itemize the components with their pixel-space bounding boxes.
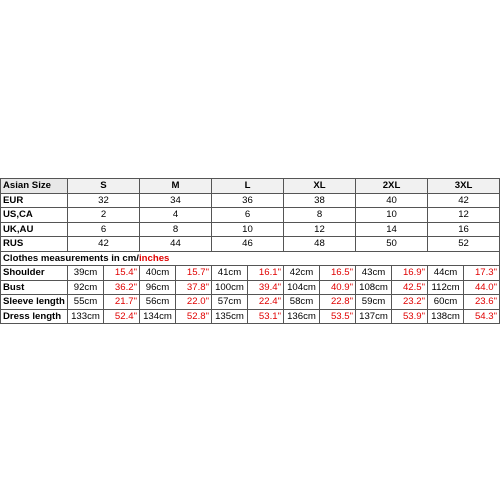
- measurement-row-label: Sleeve length: [1, 295, 68, 310]
- measurement-inch-cell: 22.4": [248, 295, 284, 310]
- measurement-inch-cell: 16.5": [320, 266, 356, 281]
- measurement-cm-cell: 56cm: [140, 295, 176, 310]
- size-value-cell: 40: [356, 193, 428, 208]
- size-value-cell: 10: [356, 208, 428, 223]
- size-row-label: US,CA: [1, 208, 68, 223]
- measurement-inch-cell: 22.0": [176, 295, 212, 310]
- measurement-inch-cell: 17.3": [464, 266, 500, 281]
- measurement-cm-cell: 134cm: [140, 309, 176, 324]
- measurement-row: [1, 280, 500, 295]
- size-value-cell: 32: [68, 193, 140, 208]
- measurement-cm-cell: 136cm: [284, 309, 320, 324]
- size-value-cell: 8: [284, 208, 356, 223]
- measurement-cm-cell: 112cm: [428, 280, 464, 295]
- measurement-cm-cell: 100cm: [212, 280, 248, 295]
- measurement-inch-cell: 53.1": [248, 309, 284, 324]
- size-row-label: EUR: [1, 193, 68, 208]
- measurements-title: [1, 251, 500, 266]
- measurement-inch-cell: 36.2": [104, 280, 140, 295]
- measurements-title-row: [1, 251, 500, 266]
- measurement-cm-cell: 41cm: [212, 266, 248, 281]
- measurement-row-label: Bust: [1, 280, 68, 295]
- measurement-cm-cell: 40cm: [140, 266, 176, 281]
- measurement-cm-cell: 39cm: [68, 266, 104, 281]
- measurement-row: [1, 266, 500, 281]
- size-row: [1, 193, 500, 208]
- measurement-cm-cell: 55cm: [68, 295, 104, 310]
- measurement-cm-cell: 138cm: [428, 309, 464, 324]
- measurement-inch-cell: 52.8": [176, 309, 212, 324]
- measurement-cm-cell: 44cm: [428, 266, 464, 281]
- measurement-row: [1, 295, 500, 310]
- measurement-cm-cell: 137cm: [356, 309, 392, 324]
- size-value-cell: 34: [140, 193, 212, 208]
- measurement-cm-cell: 60cm: [428, 295, 464, 310]
- measurements-title-inches: inches: [138, 252, 170, 264]
- measurement-inch-cell: 40.9": [320, 280, 356, 295]
- size-value-cell: 10: [212, 222, 284, 237]
- measurement-cm-cell: 96cm: [140, 280, 176, 295]
- size-value-cell: 6: [68, 222, 140, 237]
- size-header-l: L: [212, 179, 284, 194]
- measurement-inch-cell: 53.5": [320, 309, 356, 324]
- size-row-label: RUS: [1, 237, 68, 252]
- measurement-inch-cell: 39.4": [248, 280, 284, 295]
- measurement-cm-cell: 57cm: [212, 295, 248, 310]
- measurement-cm-cell: 43cm: [356, 266, 392, 281]
- measurement-cm-cell: 135cm: [212, 309, 248, 324]
- size-value-cell: 14: [356, 222, 428, 237]
- size-value-cell: 42: [68, 237, 140, 252]
- size-header-m: M: [140, 179, 212, 194]
- measurement-inch-cell: 42.5": [392, 280, 428, 295]
- measurement-row-label: Shoulder: [1, 266, 68, 281]
- measurement-inch-cell: 44.0": [464, 280, 500, 295]
- measurement-inch-cell: 16.1": [248, 266, 284, 281]
- measurement-inch-cell: 23.6": [464, 295, 500, 310]
- size-header-3xl: 3XL: [428, 179, 500, 194]
- size-header-row: [1, 179, 500, 194]
- measurement-inch-cell: 23.2": [392, 295, 428, 310]
- measurement-row: [1, 309, 500, 324]
- measurements-title-prefix: Clothes measurements in cm/: [3, 252, 139, 264]
- size-header-s: S: [68, 179, 140, 194]
- size-value-cell: 2: [68, 208, 140, 223]
- measurement-inch-cell: 54.3": [464, 309, 500, 324]
- asian-size-label: Asian Size: [1, 179, 68, 194]
- measurement-inch-cell: 15.7": [176, 266, 212, 281]
- size-value-cell: 12: [428, 208, 500, 223]
- size-value-cell: 44: [140, 237, 212, 252]
- size-row-label: UK,AU: [1, 222, 68, 237]
- size-value-cell: 50: [356, 237, 428, 252]
- measurement-inch-cell: 22.8": [320, 295, 356, 310]
- size-value-cell: 48: [284, 237, 356, 252]
- measurement-inch-cell: 37.8": [176, 280, 212, 295]
- size-value-cell: 12: [284, 222, 356, 237]
- measurement-inch-cell: 16.9": [392, 266, 428, 281]
- size-value-cell: 46: [212, 237, 284, 252]
- size-value-cell: 6: [212, 208, 284, 223]
- measurement-cm-cell: 59cm: [356, 295, 392, 310]
- size-value-cell: 16: [428, 222, 500, 237]
- measurement-inch-cell: 52.4": [104, 309, 140, 324]
- measurement-cm-cell: 42cm: [284, 266, 320, 281]
- size-value-cell: 42: [428, 193, 500, 208]
- measurement-inch-cell: 53.9": [392, 309, 428, 324]
- size-value-cell: 36: [212, 193, 284, 208]
- size-conversion-rows: [1, 193, 500, 251]
- size-value-cell: 4: [140, 208, 212, 223]
- measurement-cm-cell: 92cm: [68, 280, 104, 295]
- measurement-cm-cell: 104cm: [284, 280, 320, 295]
- size-header-2xl: 2XL: [356, 179, 428, 194]
- size-value-cell: 52: [428, 237, 500, 252]
- measurement-cm-cell: 108cm: [356, 280, 392, 295]
- measurement-inch-cell: 21.7": [104, 295, 140, 310]
- measurement-inch-cell: 15.4": [104, 266, 140, 281]
- size-chart-table: [0, 178, 500, 324]
- size-header-xl: XL: [284, 179, 356, 194]
- size-row: [1, 208, 500, 223]
- size-row: [1, 237, 500, 252]
- measurement-cm-cell: 58cm: [284, 295, 320, 310]
- measurement-row-label: Dress length: [1, 309, 68, 324]
- measurement-cm-cell: 133cm: [68, 309, 104, 324]
- size-value-cell: 38: [284, 193, 356, 208]
- measurement-rows: [1, 266, 500, 324]
- size-value-cell: 8: [140, 222, 212, 237]
- size-row: [1, 222, 500, 237]
